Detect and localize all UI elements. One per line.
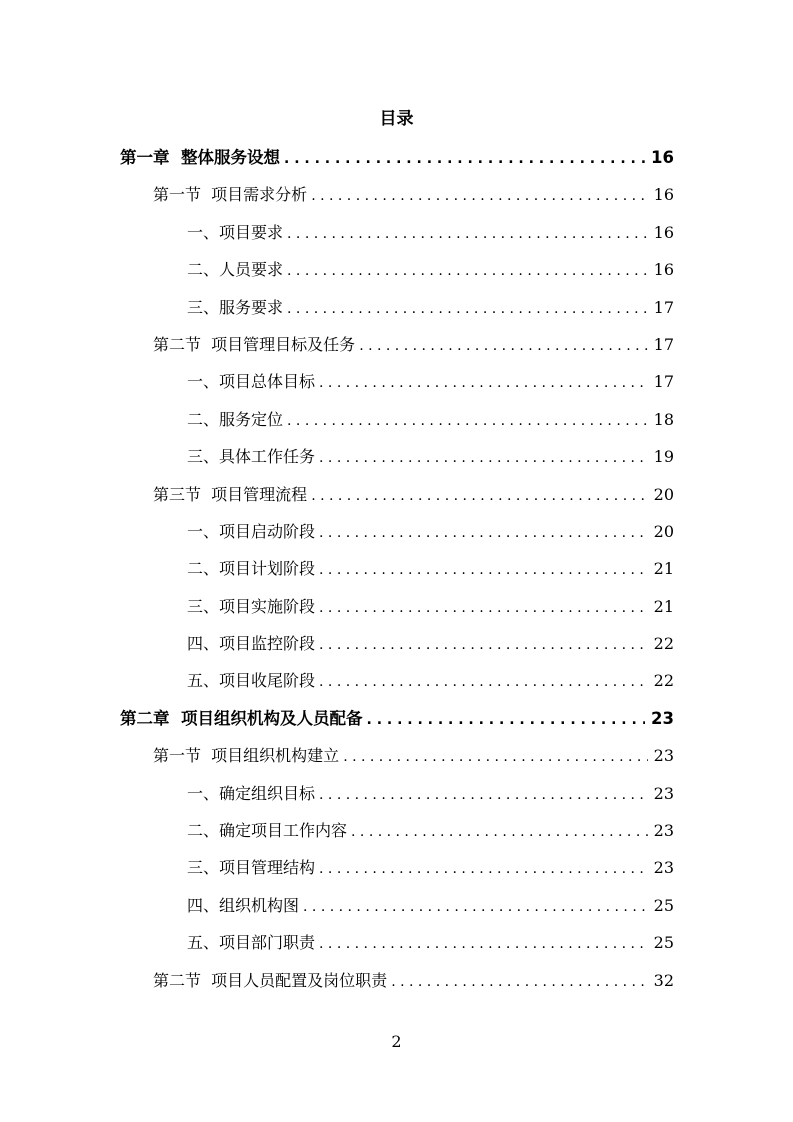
toc-dot-leader xyxy=(367,707,646,733)
toc-subsection-entry[interactable] xyxy=(0,893,793,930)
toc-entry-text: 第一节 项目需求分析 xyxy=(153,185,308,205)
toc-subsection-entry[interactable] xyxy=(0,556,793,593)
toc-page-number: 17 xyxy=(653,372,674,392)
toc-page-number: 25 xyxy=(653,895,674,915)
toc-page-number: 23 xyxy=(653,783,674,803)
toc-dot-leader xyxy=(319,931,648,957)
toc-dot-leader xyxy=(303,894,648,920)
toc-page-number: 17 xyxy=(653,334,674,354)
toc-dot-leader xyxy=(343,744,647,770)
toc-page-number: 25 xyxy=(653,933,674,953)
toc-page-number: 22 xyxy=(653,671,674,691)
toc-dot-leader xyxy=(359,333,647,359)
toc-subsection-entry[interactable] xyxy=(0,444,793,481)
toc-entry-text: 一、确定组织目标 xyxy=(187,783,316,803)
toc-dot-leader xyxy=(287,408,648,434)
toc-dot-leader xyxy=(319,370,648,396)
toc-subsection-entry[interactable] xyxy=(0,295,793,332)
toc-chapter-entry[interactable] xyxy=(0,145,793,182)
toc-entry-text: 二、项目计划阶段 xyxy=(187,559,316,579)
toc-entry-text: 一、项目启动阶段 xyxy=(187,521,316,541)
toc-entry-text: 三、项目实施阶段 xyxy=(187,596,316,616)
toc-dot-leader xyxy=(319,669,648,695)
toc-dot-leader xyxy=(311,183,647,209)
toc-entry-text: 第三节 项目管理流程 xyxy=(153,484,308,504)
toc-page-number: 16 xyxy=(653,185,674,205)
toc-page-number: 23 xyxy=(653,746,674,766)
toc-subsection-entry[interactable] xyxy=(0,519,793,556)
toc-dot-leader xyxy=(319,595,648,621)
toc-entry-text: 三、项目管理结构 xyxy=(187,858,316,878)
toc-entry-text: 二、确定项目工作内容 xyxy=(187,821,348,841)
toc-dot-leader xyxy=(319,520,648,546)
toc-entry-text: 二、人员要求 xyxy=(187,260,284,280)
toc-entry-text: 五、项目部门职责 xyxy=(187,933,316,953)
toc-entry-text: 第二节 项目人员配置及岗位职责 xyxy=(153,970,388,990)
toc-page-number: 23 xyxy=(651,708,674,728)
toc-subsection-entry[interactable] xyxy=(0,220,793,257)
table-of-contents xyxy=(0,145,793,1005)
toc-dot-leader xyxy=(319,557,648,583)
toc-entry-text: 一、项目要求 xyxy=(187,222,284,242)
toc-subsection-entry[interactable] xyxy=(0,369,793,406)
toc-page-number: 19 xyxy=(653,447,674,467)
toc-subsection-entry[interactable] xyxy=(0,855,793,892)
toc-dot-leader xyxy=(319,445,648,471)
toc-page-number: 21 xyxy=(653,559,674,579)
toc-entry-text: 四、组织机构图 xyxy=(187,895,300,915)
toc-dot-leader xyxy=(351,819,648,845)
toc-subsection-entry[interactable] xyxy=(0,930,793,967)
toc-subsection-entry[interactable] xyxy=(0,781,793,818)
toc-dot-leader xyxy=(319,632,648,658)
toc-dot-leader xyxy=(287,221,648,247)
toc-subsection-entry[interactable] xyxy=(0,407,793,444)
toc-dot-leader xyxy=(391,969,647,995)
toc-entry-text: 第一章 整体服务设想 xyxy=(120,148,280,167)
toc-page-number: 20 xyxy=(653,484,674,504)
toc-page-number: 17 xyxy=(653,297,674,317)
toc-dot-leader xyxy=(319,782,648,808)
toc-subsection-entry[interactable] xyxy=(0,668,793,705)
toc-dot-leader xyxy=(287,296,648,322)
toc-entry-text: 一、项目总体目标 xyxy=(187,372,316,392)
toc-dot-leader xyxy=(287,258,648,284)
toc-section-entry[interactable] xyxy=(0,968,793,1005)
toc-entry-text: 二、服务定位 xyxy=(187,409,284,429)
toc-section-entry[interactable] xyxy=(0,332,793,369)
toc-page-number: 16 xyxy=(653,260,674,280)
toc-dot-leader xyxy=(311,483,647,509)
toc-page-number: 20 xyxy=(653,521,674,541)
toc-page-number: 23 xyxy=(653,821,674,841)
toc-entry-text: 三、服务要求 xyxy=(187,297,284,317)
toc-page-number: 21 xyxy=(653,596,674,616)
toc-subsection-entry[interactable] xyxy=(0,818,793,855)
toc-section-entry[interactable] xyxy=(0,743,793,780)
toc-dot-leader xyxy=(284,146,645,172)
toc-page-number: 32 xyxy=(653,970,674,990)
toc-dot-leader xyxy=(319,856,648,882)
toc-subsection-entry[interactable] xyxy=(0,594,793,631)
toc-page-number: 18 xyxy=(653,409,674,429)
toc-entry-text: 五、项目收尾阶段 xyxy=(187,671,316,691)
toc-entry-text: 四、项目监控阶段 xyxy=(187,634,316,654)
toc-section-entry[interactable] xyxy=(0,182,793,219)
toc-page-number: 22 xyxy=(653,634,674,654)
toc-entry-text: 第二节 项目管理目标及任务 xyxy=(153,334,356,354)
toc-entry-text: 第二章 项目组织机构及人员配备 xyxy=(120,708,363,728)
page-number: 2 xyxy=(391,1032,402,1051)
toc-page-number: 16 xyxy=(653,222,674,242)
toc-page-number: 16 xyxy=(651,148,674,167)
toc-subsection-entry[interactable] xyxy=(0,257,793,294)
toc-section-entry[interactable] xyxy=(0,482,793,519)
toc-subsection-entry[interactable] xyxy=(0,631,793,668)
toc-title: 目录 xyxy=(379,109,414,129)
toc-chapter-entry[interactable] xyxy=(0,706,793,743)
toc-entry-text: 第一节 项目组织机构建立 xyxy=(153,746,340,766)
toc-entry-text: 三、具体工作任务 xyxy=(187,447,316,467)
toc-page-number: 23 xyxy=(653,858,674,878)
